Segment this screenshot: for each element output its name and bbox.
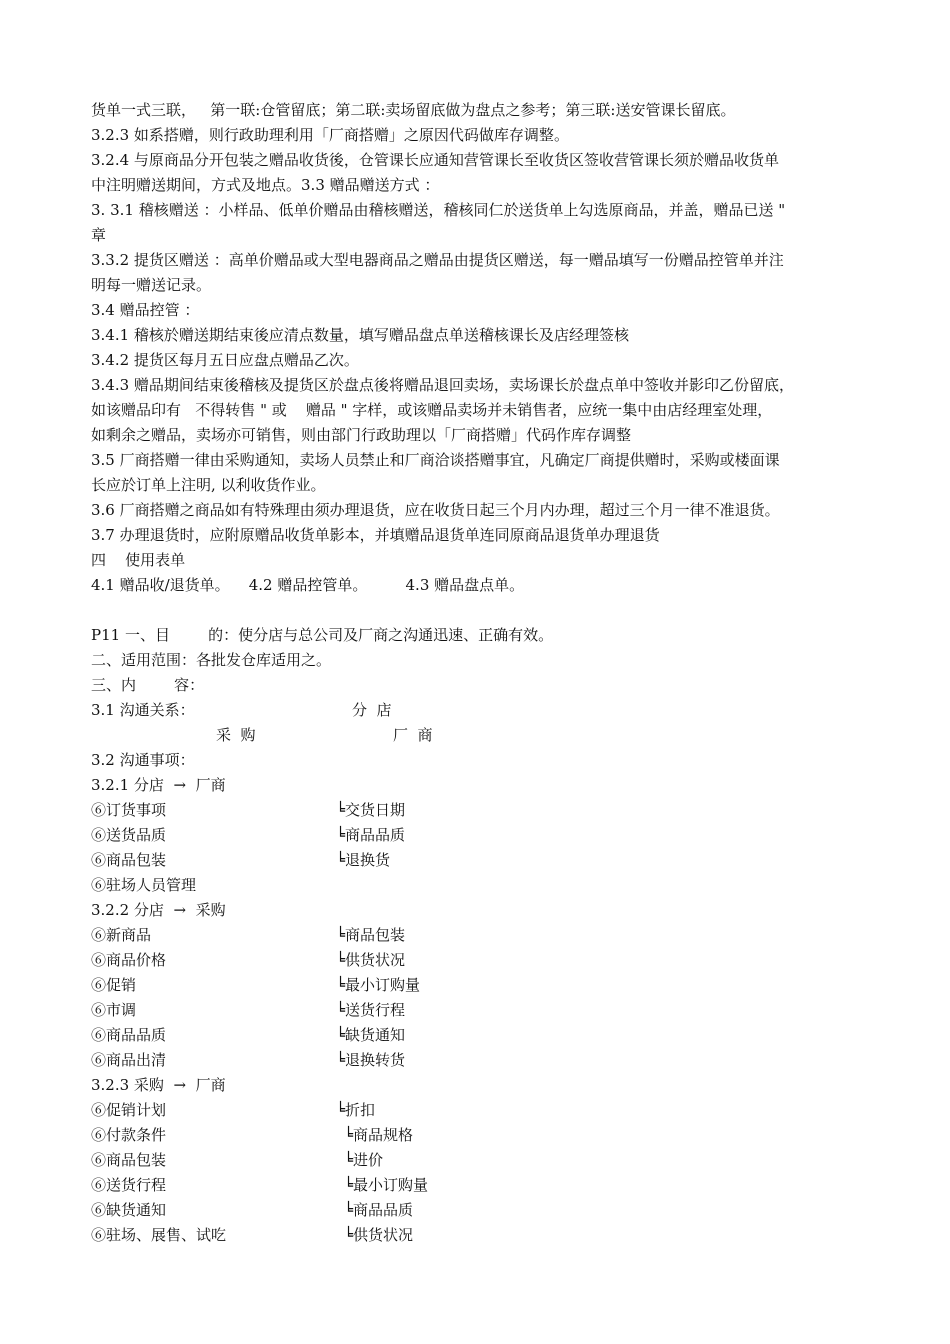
- text-line: 3.4.1 稽核於赠送期结束後应清点数量，填写赠品盘点单送稽核课长及店经理签核: [91, 326, 629, 344]
- list-item: ╘商品规格: [344, 1126, 414, 1144]
- list-item: ╘交货日期: [336, 801, 406, 819]
- subsection-heading: 3.2.2 分店 → 采购: [91, 901, 226, 919]
- relation-node: 分 店: [352, 701, 392, 719]
- text-line: 货单一式三联， 第一联:仓管留底；第二联:卖场留底做为盘点之参考；第三联:送安管课长留底。: [91, 101, 736, 119]
- list-item: ⑥商品包装: [91, 1151, 167, 1169]
- subsection-heading: 3.2.1 分店 → 厂商: [91, 776, 226, 794]
- list-item: ⑥送货品质: [91, 826, 167, 844]
- text-line: 章: [91, 226, 107, 244]
- list-item: ╘最小订购量: [336, 976, 421, 994]
- text-line: 3.2.4 与原商品分开包装之赠品收货後，仓管课长应通知营管课长至收货区签收营管课长须於赠品收货单: [91, 151, 779, 169]
- text-line: P11 一、目 的：使分店与总公司及厂商之沟通迅速、正确有效。: [91, 626, 554, 644]
- text-line: 3.2 沟通事项：: [91, 751, 195, 769]
- text-line: 三、内 容：: [91, 676, 205, 694]
- list-item: ⑥付款条件: [91, 1126, 167, 1144]
- list-item: ╘退换货: [336, 851, 391, 869]
- list-item: ⑥市调: [91, 1001, 137, 1019]
- text-line: 3.3.2 提货区赠送 ：高单价赠品或大型电器商品之赠品由提货区赠送，每一赠品填写一份赠品控管单并注: [91, 251, 784, 269]
- text-line: 如该赠品印有 不得转售 " 或 赠品 " 字样，或该赠品卖场并未销售者，应统一集中由店经理室处理，: [91, 401, 773, 419]
- list-item: ⑥驻场、展售、试吃: [91, 1226, 227, 1244]
- text-line: 二、适用范围：各批发仓库适用之。: [91, 651, 332, 669]
- text-line: 3.1 沟通关系：: [91, 701, 195, 719]
- text-line: 3.5 厂商搭赠一律由采购通知，卖场人员禁止和厂商洽谈搭赠事宜，凡确定厂商提供赠时，采购或楼面课: [91, 451, 780, 469]
- subsection-heading: 3.2.3 采购 → 厂商: [91, 1076, 226, 1094]
- list-item: ╘缺货通知: [336, 1026, 406, 1044]
- section-heading: 四 使用表单: [91, 551, 186, 569]
- list-item: ⑥缺货通知: [91, 1201, 167, 1219]
- list-item: ⑥商品出清: [91, 1051, 167, 1069]
- text-line: 明每一赠送记录。: [91, 276, 212, 294]
- text-line: 3.2.3 如系搭赠，则行政助理利用「厂商搭赠」之原因代码做库存调整。: [91, 126, 569, 144]
- text-line: 长应於订单上注明, 以利收货作业。: [91, 476, 326, 494]
- list-item: ⑥新商品: [91, 926, 152, 944]
- text-line: 3.4.2 提货区每月五日应盘点赠品乙次。: [91, 351, 359, 369]
- text-line: 4.1 赠品收/退货单。 4.2 赠品控管单。 4.3 赠品盘点单。: [91, 576, 525, 594]
- list-item: ╘商品品质: [344, 1201, 414, 1219]
- list-item: ╘商品品质: [336, 826, 406, 844]
- list-item: ╘退换转货: [336, 1051, 406, 1069]
- list-item: ╘供货状况: [344, 1226, 414, 1244]
- list-item: ╘供货状况: [336, 951, 406, 969]
- relation-node: 采 购: [216, 726, 256, 744]
- text-line: 3.7 办理退货时，应附原赠品收货单影本，并填赠品退货单连同原商品退货单办理退货: [91, 526, 660, 544]
- list-item: ⑥促销计划: [91, 1101, 167, 1119]
- text-line: 如剩余之赠品，卖场亦可销售，则由部门行政助理以「厂商搭赠」代码作库存调整: [91, 426, 632, 444]
- list-item: ⑥送货行程: [91, 1176, 167, 1194]
- list-item: ⑥订货事项: [91, 801, 167, 819]
- list-item: ⑥商品品质: [91, 1026, 167, 1044]
- list-item: ╘最小订购量: [344, 1176, 429, 1194]
- list-item: ╘送货行程: [336, 1001, 406, 1019]
- text-line: 3.4 赠品控管 ：: [91, 301, 200, 319]
- list-item: ╘折扣: [336, 1101, 376, 1119]
- text-line: 3.4.3 赠品期间结束後稽核及提货区於盘点後将赠品退回卖场，卖场课长於盘点单中签收并影印乙份留底，: [91, 376, 794, 394]
- list-item: ⑥商品价格: [91, 951, 167, 969]
- list-item: ⑥驻场人员管理: [91, 876, 197, 894]
- list-item: ⑥促销: [91, 976, 137, 994]
- text-line: 中注明赠送期间，方式及地点。3.3 赠品赠送方式 ：: [91, 176, 440, 194]
- text-line: 3. 3.1 稽核赠送 ：小样品、低单价赠品由稽核赠送，稽核同仁於送货单上勾选原商品，并盖，赠品已送 ": [91, 201, 786, 219]
- text-line: 3.6 厂商搭赠之商品如有特殊理由须办理退货，应在收货日起三个月内办理，超过三个月一律不准退货。: [91, 501, 780, 519]
- relation-node: 厂 商: [393, 726, 433, 744]
- list-item: ╘商品包装: [336, 926, 406, 944]
- list-item: ⑥商品包装: [91, 851, 167, 869]
- list-item: ╘进价: [344, 1151, 384, 1169]
